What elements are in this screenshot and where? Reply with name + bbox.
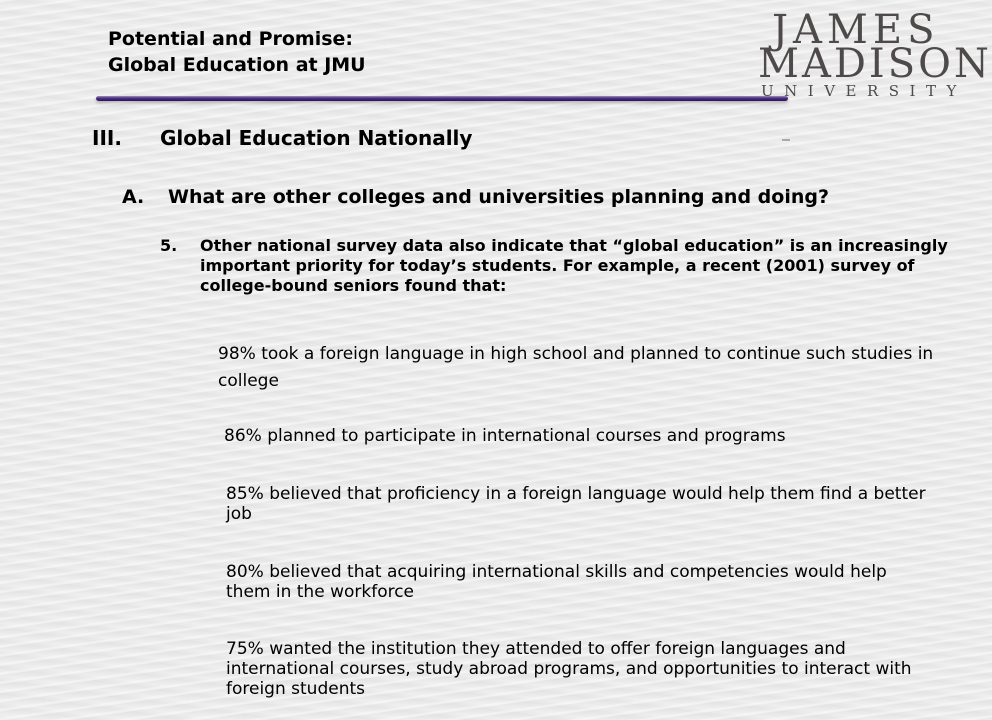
jmu-logo — [758, 7, 992, 100]
stat-item: 98% took a foreign language in high school and planned to continue such studies in college — [218, 344, 934, 391]
slide-header — [108, 26, 366, 78]
point-number: 5. — [160, 236, 178, 255]
decorative-mark — [782, 139, 790, 141]
stat-item: 85% believed that proficiency in a foreign language would help them find a better job — [226, 484, 926, 524]
section-title: Global Education Nationally — [160, 126, 473, 150]
stat-item: 75% wanted the institution they attended to offer foreign languages and international courses, study abroad programs, and opportunities to interact with foreign students — [226, 639, 912, 699]
logo-line3: UNIVERSITY — [761, 82, 967, 100]
header-title-line1: Potential and Promise: — [108, 28, 354, 50]
stat-item: 80% believed that acquiring international skills and competencies would help them in the workforce — [226, 562, 887, 602]
subsection-letter: A. — [122, 186, 145, 208]
section-number: III. — [92, 126, 122, 150]
header-title-line2: Global Education at JMU — [108, 54, 366, 76]
logo-line2: MADISON — [758, 41, 992, 87]
logo-line1: JAMES — [772, 7, 940, 53]
header-divider — [96, 96, 788, 101]
stat-item: 86% planned to participate in international courses and programs — [224, 426, 786, 446]
point-text: Other national survey data also indicate that “global education” is an increasingly important priority for today’s students. For example, a recent (2001) survey of college-bound seniors found that: — [200, 236, 948, 295]
subsection-title: What are other colleges and universities planning and doing? — [168, 186, 829, 208]
